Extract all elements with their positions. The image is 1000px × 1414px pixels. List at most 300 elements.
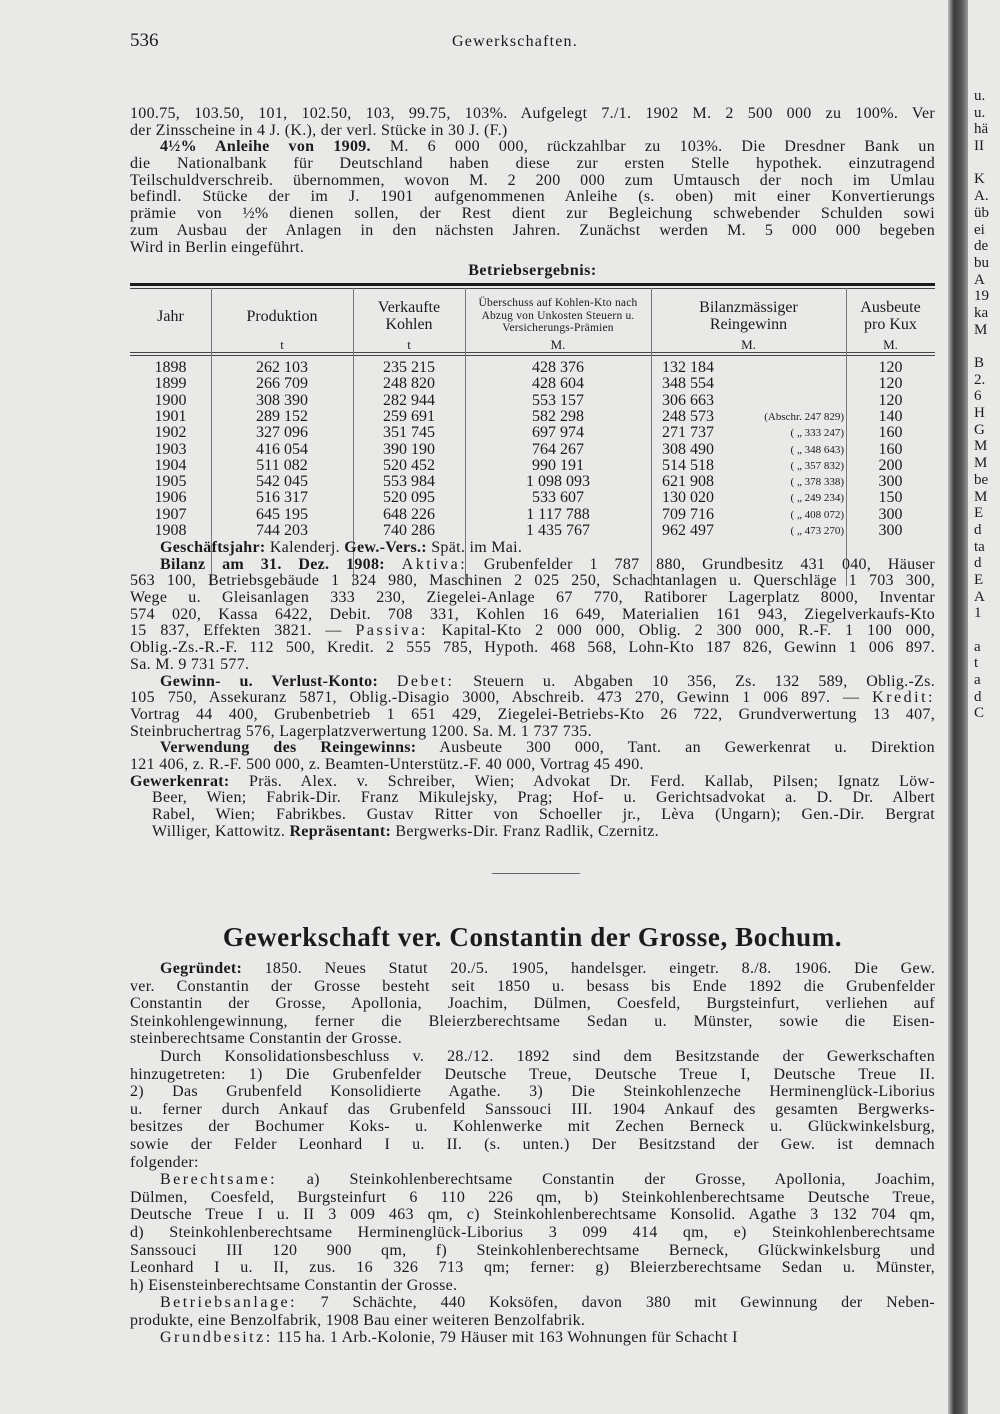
- cell-ausbeute: 200: [878, 456, 903, 474]
- text-run: Williger, Kattowitz.: [152, 822, 290, 840]
- cell-verkauft: 390 190: [383, 440, 435, 458]
- text-run: M. 6 000 000, rückzahlbar zu 103%. Die Dresdner Bank un: [370, 138, 935, 156]
- text-line: [130, 724, 935, 741]
- text-line: [130, 707, 935, 724]
- cell-jahr: 1906: [154, 489, 187, 507]
- cell-ueberschuss: 428 604: [532, 375, 584, 393]
- text-run: 2) Das Grubenfeld Konsolidierte Agathe. 3) Die Steinkohlenzeche Herminenglück-Liborius: [130, 1083, 935, 1101]
- unit-verkaufte-kohlen: t: [407, 337, 411, 352]
- cell-note: ( „ 348 643): [790, 443, 844, 456]
- page-gutter: [948, 0, 968, 1414]
- text-run: 563 100, Betriebsgebäude 1 324 980, Maschinen 2 025 250, Schachtanlagen u. Querschläge 1 703 300,: [130, 572, 935, 590]
- text-line: [130, 1048, 935, 1066]
- fragment-text: d: [974, 521, 982, 538]
- company-section: [130, 960, 935, 1347]
- cell-ueberschuss: 553 157: [532, 391, 584, 409]
- text-run: Oblig.-Zs.-R.-F. 112 500, Kredit. 2 555 785, Hypoth. 468 568, Lohn-Kto 187 826, Gewinn 1 006 897.: [130, 639, 935, 657]
- text-run: 1850. Neues Statut 20./5. 1905, handelsger. eingetr. 8./8. 1906. Die Gew.: [242, 960, 935, 977]
- cell-ausbeute: 300: [878, 473, 903, 491]
- fragment-text: H: [974, 405, 985, 422]
- cell-reingewinn: 621 908: [662, 473, 714, 491]
- text-run: h) Eisensteinberechtsame Constantin der Grosse.: [130, 1276, 458, 1294]
- fragment-text: E: [974, 571, 984, 588]
- section-divider: [492, 873, 580, 874]
- cell-note: ( „ 378 338): [790, 476, 844, 489]
- fragment-text: hä: [974, 121, 989, 138]
- cell-verkauft: 520 452: [383, 456, 435, 474]
- text-run: 15 837, Effekten 3821. —: [130, 622, 356, 640]
- cell-verkauft: 553 984: [383, 473, 435, 491]
- text-line: [130, 640, 935, 657]
- spaced-label: Grundbesitz:: [160, 1329, 273, 1347]
- unit-produktion: t: [280, 337, 284, 352]
- cell-jahr: 1904: [154, 456, 187, 474]
- text-line-content: [160, 1329, 738, 1347]
- text-run: Spät. im Mai.: [426, 539, 523, 556]
- table-row: [0, 360, 1000, 376]
- text-line-content: [130, 1312, 585, 1330]
- fragment-text: de: [974, 238, 989, 255]
- cell-jahr: 1901: [154, 407, 187, 425]
- column-header-jahr: Jahr: [157, 307, 184, 325]
- cell-ausbeute: 160: [878, 440, 903, 458]
- text-run: Kalenderj.: [265, 539, 345, 556]
- text-line: [130, 1242, 935, 1260]
- table-row: [0, 393, 1000, 409]
- fragment-text: a: [974, 638, 981, 655]
- bond-section: [130, 106, 935, 256]
- text-run: Vortrag 44 400, Grubenbetrieb 1 651 429, Ziegelei-Betriebs-Kto 26 722, Grundverwertung 13 407,: [130, 705, 935, 723]
- text-line: [130, 1294, 935, 1312]
- text-line: [130, 774, 935, 791]
- cell-jahr: 1905: [154, 473, 187, 491]
- text-line-content: [130, 607, 935, 624]
- fragment-text: E: [974, 505, 984, 522]
- cell-produktion: 645 195: [256, 505, 308, 523]
- cell-ueberschuss: 1 098 093: [526, 473, 590, 491]
- table-row: [0, 490, 1000, 506]
- cell-ueberschuss: 533 607: [532, 489, 584, 507]
- text-line: [130, 1101, 935, 1119]
- cell-verkauft: 259 691: [383, 407, 435, 425]
- table-row: [0, 523, 1000, 539]
- cell-note: ( „ 333 247): [790, 427, 844, 440]
- text-line: [130, 1259, 935, 1277]
- cell-reingewinn: 130 020: [662, 489, 714, 507]
- fragment-text: G: [974, 421, 985, 438]
- text-run: Deutsche Treue I u. II 3 009 463 qm, c) Steinkohlenberechtsame Konsolid. Agathe 3 132 704 qm,: [130, 1206, 935, 1224]
- cell-ueberschuss: 990 191: [532, 456, 584, 474]
- text-line-content: [130, 123, 508, 140]
- text-line-content: [130, 156, 935, 173]
- bold-label: Repräsentant:: [289, 822, 392, 840]
- text-run: [378, 673, 397, 690]
- text-run: Steinkohlengewinnung, ferner die Bleierzberechtsame Sedan u. Münster, sowie die Eisen-: [130, 1012, 935, 1030]
- text-run: Sanssouci III 120 900 qm, f) Steinkohlenberechtsame Berneck, Glückwinkelsburg und: [130, 1241, 935, 1259]
- text-line-content: [152, 807, 935, 824]
- text-line: [130, 807, 935, 824]
- text-line: [130, 1066, 935, 1084]
- text-run: Leonhard I u. II, zus. 16 326 713 qm; ferner: g) Bleierzberechtsame Sedan u. Münster,: [130, 1259, 935, 1277]
- text-line: [130, 223, 935, 240]
- company-title: Gewerkschaft ver. Constantin der Grosse, Bochum.: [222, 922, 843, 952]
- text-line: [130, 206, 935, 223]
- text-line-content: [160, 557, 935, 574]
- cell-verkauft: 648 226: [383, 505, 435, 523]
- text-run: Steuern u. Abgaben 10 356, Zs. 132 589, Oblig.-Zs.: [454, 672, 936, 690]
- fragment-text: M: [974, 488, 988, 505]
- text-run: Teilschuldverschreib. übernommen, wovon M. 2 200 000 zum Umtausch der noch im Umlau: [130, 171, 935, 189]
- text-line-content: [130, 640, 935, 657]
- cell-ausbeute: 120: [878, 359, 903, 376]
- fragment-text: ta: [974, 538, 985, 555]
- cell-jahr: 1907: [154, 505, 187, 523]
- text-line-content: [130, 173, 935, 190]
- cell-verkauft: 740 286: [383, 522, 435, 539]
- cell-reingewinn: 306 663: [662, 391, 714, 409]
- text-line: [130, 240, 935, 257]
- fragment-text: C: [974, 705, 985, 722]
- cell-ausbeute: 300: [878, 505, 903, 523]
- cell-reingewinn: 962 497: [662, 522, 714, 539]
- fragment-text: [974, 622, 989, 639]
- column-header-produktion: Produktion: [246, 307, 318, 325]
- text-line-content: [130, 690, 935, 707]
- fragment-text: A.: [974, 188, 989, 205]
- text-run: Dülmen, Coesfeld, Burgsteinfurt 6 110 226 qm, b) Steinkohlenberechtsame Deutsche Treue,: [130, 1188, 935, 1206]
- text-line: [130, 607, 935, 624]
- text-run: Rabel, Wien; Fabrikbes. Gustav Ritter von Schoeller jr., Lèva (Ungarn); Gen.-Dir. Bergrat: [152, 806, 935, 823]
- unit-reingewinn: M.: [741, 337, 756, 352]
- table-row: [0, 471, 1000, 491]
- table-header-rule-2: [130, 355, 935, 356]
- text-line-content: [130, 657, 249, 674]
- table-row: [0, 458, 1000, 474]
- text-line-content: [130, 623, 935, 640]
- text-line: [130, 1277, 935, 1295]
- text-run: 105 750, Assekuranz 5871, Oblig.-Disagio 3000, Abschreib. 473 270, Gewinn 1 006 897. —: [130, 689, 873, 707]
- text-run: Bergwerks-Dir. Franz Radlik, Czernitz.: [391, 822, 659, 840]
- text-run: besitzes der Bochumer Koks- u. Kohlenwerke mit Zechen Berneck u. Glückwinkelsburg,: [130, 1118, 935, 1136]
- cell-ausbeute: 160: [878, 424, 903, 442]
- column-header-reingewinn: Bilanzmässiger Reingewinn: [699, 299, 798, 333]
- cell-produktion: 289 152: [256, 407, 308, 425]
- fragment-text: ka: [974, 304, 989, 321]
- text-run: a) Steinkohlenberechtsame Constantin der Grosse, Apollonia, Joachim,: [277, 1171, 935, 1189]
- text-run: 121 406, z. R.-F. 500 000, z. Beamten-Unterstütz.-F. 40 000, Vortrag 45 490.: [130, 755, 644, 773]
- fragment-text: B: [974, 355, 985, 371]
- text-line-content: [130, 189, 935, 206]
- cell-verkauft: 235 215: [383, 359, 435, 376]
- unit-ausbeute: M.: [883, 337, 898, 352]
- text-line-content: [130, 206, 935, 223]
- cell-jahr: 1900: [154, 391, 187, 409]
- text-line: [130, 1118, 935, 1136]
- cell-jahr: 1902: [154, 424, 187, 442]
- text-run: folgender:: [130, 1153, 199, 1171]
- text-line: [130, 960, 935, 978]
- text-run: 100.75, 103.50, 101, 102.50, 103, 99.75, 103%. Aufgelegt 7./1. 1902 M. 2 500 000 zu 100%. Ver: [130, 105, 935, 122]
- table-title: Betriebsergebnis:: [468, 262, 597, 279]
- text-line: [130, 106, 935, 123]
- text-line-content: [130, 1206, 935, 1224]
- text-line-content: [160, 1171, 935, 1189]
- cell-ueberschuss: 1 117 788: [526, 505, 590, 523]
- text-run: ver. Constantin der Grosse besteht seit 1850 u. besass bis Ende 1892 die Grubenfelder: [130, 977, 935, 995]
- text-run: 574 020, Kassa 6422, Debit. 708 331, Kohlen 16 649, Materialien 161 943, Ziegelverkaufs-Kto: [130, 605, 935, 623]
- table-row: [0, 425, 1000, 441]
- text-line: [130, 740, 935, 757]
- spaced-label: Aktiva:: [401, 555, 468, 573]
- cell-reingewinn: 132 184: [662, 359, 714, 376]
- cell-jahr: 1908: [154, 522, 187, 539]
- cell-produktion: 262 103: [256, 359, 308, 376]
- cell-note: (Abschr. 247 829): [764, 410, 844, 423]
- column-header-ueberschuss: Überschuss auf Kohlen-Kto nach Abzug von Unkosten Steuern u. Versicherungs-Prämien: [478, 297, 638, 335]
- cell-produktion: 511 082: [256, 456, 308, 474]
- text-line-content: [130, 995, 935, 1013]
- text-line-content: [130, 1013, 935, 1031]
- text-line-content: [160, 740, 935, 757]
- cell-ueberschuss: 428 376: [532, 359, 584, 376]
- text-run: 115 ha. 1 Arb.-Kolonie, 79 Häuser mit 163 Wohnungen für Schacht I: [272, 1329, 738, 1347]
- text-line-content: [130, 223, 935, 240]
- fragment-text: u.: [974, 104, 986, 121]
- cell-verkauft: 351 745: [383, 424, 435, 442]
- text-line: [130, 540, 935, 557]
- table-row: [0, 442, 1000, 458]
- cell-ueberschuss: 582 298: [532, 407, 584, 425]
- text-line-content: [130, 1242, 935, 1260]
- text-run: zum Ausbau der Anlagen in den nächsten Jahren. Zunächst werden M. 5 000 000 begeben: [130, 221, 935, 239]
- spaced-label: Berechtsame:: [160, 1171, 278, 1189]
- fragment-text: [974, 338, 989, 355]
- business-section: [130, 540, 935, 840]
- text-line-content: [130, 1154, 199, 1172]
- text-line-content: [130, 774, 935, 791]
- cell-reingewinn: 709 716: [662, 505, 714, 523]
- unit-ueberschuss: M.: [550, 337, 566, 352]
- text-line-content: [130, 978, 935, 996]
- fragment-text: u.: [974, 88, 986, 104]
- spaced-label: Betriebsanlage:: [160, 1294, 298, 1312]
- text-run: 7 Schächte, 440 Koksöfen, davon 380 mit Gewinnung der Neben-: [297, 1294, 935, 1312]
- text-line: [130, 1206, 935, 1224]
- bold-label: Bilanz am 31. Dez. 1908:: [160, 555, 385, 573]
- text-line: [130, 757, 935, 774]
- cell-note: ( „ 249 234): [790, 492, 844, 505]
- cell-jahr: 1903: [154, 440, 187, 458]
- fragment-text: M: [974, 438, 988, 455]
- page-number: 536: [130, 30, 159, 51]
- text-line: [130, 590, 935, 607]
- cell-ausbeute: 120: [878, 375, 903, 393]
- adjacent-page-fragments: [974, 88, 989, 722]
- bold-label: Geschäftsjahr:: [160, 539, 266, 556]
- text-run: Grubenfelder 1 787 880, Grundbesitz 431 040, Häuser: [467, 555, 935, 573]
- table-row: [0, 409, 1000, 425]
- table-top-rule: [130, 283, 935, 286]
- text-line: [130, 189, 935, 206]
- text-line-content: [130, 1101, 935, 1119]
- text-run: [385, 556, 402, 573]
- bold-label: 4½% Anleihe von 1909.: [160, 138, 371, 156]
- text-line: [130, 657, 935, 674]
- text-line: [130, 156, 935, 173]
- cell-jahr: 1899: [154, 375, 187, 393]
- cell-reingewinn: 348 554: [662, 375, 714, 393]
- text-line: [130, 978, 935, 996]
- spaced-label: Passiva:: [355, 622, 428, 640]
- text-line-content: [152, 790, 935, 807]
- text-line-content: [130, 707, 935, 724]
- text-line: [130, 623, 935, 640]
- text-run: Kapital-Kto 2 000 000, Oblig. 2 300 000, R.-F. 1 100 000,: [427, 622, 936, 640]
- table-row: [0, 376, 1000, 392]
- bold-label: Gew.-Vers.:: [344, 539, 427, 556]
- fragment-text: 19: [974, 288, 989, 305]
- cell-verkauft: 282 944: [383, 391, 435, 409]
- text-line-content: [130, 1066, 935, 1084]
- text-line-content: [130, 240, 304, 257]
- text-line-content: [130, 573, 935, 590]
- cell-ausbeute: 140: [878, 407, 903, 425]
- text-line-content: [130, 590, 935, 607]
- fragment-text: A: [974, 588, 985, 605]
- bold-label: Gewinn- u. Verlust-Konto:: [160, 672, 379, 690]
- cell-ausbeute: 150: [878, 489, 903, 507]
- text-run: Ausbeute 300 000, Tant. an Gewerkenrat u. Direktion: [416, 739, 935, 757]
- text-line-content: [130, 1083, 935, 1101]
- cell-note: ( „ 408 072): [790, 508, 844, 521]
- text-run: sowie der Felder Leonhard I u. II. (s. unten.) Der Besitzstand der Gew. ist demnach: [130, 1135, 935, 1153]
- fragment-text: be: [974, 471, 989, 488]
- cell-reingewinn: 308 490: [662, 440, 714, 458]
- cell-ueberschuss: 697 974: [532, 424, 584, 442]
- cell-produktion: 327 096: [256, 424, 308, 442]
- text-run: der Zinsscheine in 4 J. (K.), der verl. Stücke in 30 J. (F.): [130, 121, 508, 139]
- fragment-text: K: [974, 171, 985, 188]
- fragment-text: M: [974, 321, 988, 338]
- text-line-content: [160, 674, 935, 691]
- fragment-text: a: [974, 672, 981, 689]
- text-line: [130, 1329, 935, 1347]
- text-line-content: [130, 1136, 935, 1154]
- fragment-text: üb: [974, 204, 989, 221]
- text-run: Constantin der Grosse, Apollonia, Joachim, Dülmen, Coesfeld, Burgsteinfurt, verliehen auf: [130, 995, 935, 1013]
- text-line: [130, 1154, 935, 1172]
- cell-note: ( „ 357 832): [790, 459, 844, 472]
- column-header-ausbeute: Ausbeute pro Kux: [860, 299, 921, 333]
- text-line: [130, 1171, 935, 1189]
- spaced-label: Kredit:: [872, 689, 935, 707]
- text-line: [130, 1030, 935, 1048]
- text-line: [130, 824, 935, 841]
- text-line-content: [152, 824, 659, 841]
- cell-reingewinn: 248 573: [662, 407, 714, 425]
- cell-jahr: 1898: [154, 359, 187, 376]
- text-line-content: [130, 1277, 457, 1295]
- text-line-content: [160, 1294, 935, 1312]
- bold-label: Gewerkenrat:: [130, 772, 230, 790]
- text-line-content: [130, 1030, 402, 1048]
- cell-reingewinn: 271 737: [662, 424, 714, 442]
- text-run: prämie von ½% dienen sollen, der Rest dient zur Begleichung schwebender Schulden sowi: [130, 205, 935, 223]
- cell-produktion: 266 709: [256, 375, 308, 393]
- text-run: Steinbruchertrag 576, Lagerplatzverwertung 1200. Sa. M. 1 737 735.: [130, 722, 592, 740]
- table-row: [0, 507, 1000, 523]
- text-line: [130, 1013, 935, 1031]
- cell-produktion: 416 054: [256, 440, 308, 458]
- text-line-content: [130, 1224, 935, 1242]
- text-line-content: [130, 1189, 935, 1207]
- fragment-text: ei: [974, 221, 985, 238]
- fragment-text: 1: [974, 605, 982, 622]
- text-line: [130, 1312, 935, 1330]
- column-header-verkaufte-kohlen: Verkaufte Kohlen: [377, 299, 441, 333]
- cell-reingewinn: 514 518: [662, 456, 714, 474]
- cell-produktion: 516 317: [256, 489, 308, 507]
- fragment-text: [974, 155, 989, 172]
- fragment-text: d: [974, 688, 982, 705]
- text-run: Sa. M. 9 731 577.: [130, 655, 250, 673]
- text-run: Beer, Wien; Fabrik-Dir. Franz Mikulejsky, Prag; Hof- u. Gerichtsadvokat a. D. Dr. Albert: [152, 789, 935, 807]
- cell-ueberschuss: 1 435 767: [526, 522, 590, 539]
- text-run: Wird in Berlin eingeführt.: [130, 238, 305, 256]
- text-line: [130, 139, 935, 156]
- text-line: [130, 557, 935, 574]
- bold-label: Verwendung des Reingewinns:: [160, 739, 417, 757]
- text-line: [130, 690, 935, 707]
- cell-ausbeute: 300: [878, 522, 903, 539]
- fragment-text: M: [974, 455, 988, 472]
- cell-produktion: 542 045: [256, 473, 308, 491]
- text-line-content: [160, 960, 935, 978]
- cell-verkauft: 248 820: [383, 375, 435, 393]
- fragment-text: 2.: [974, 371, 986, 388]
- text-line-content: [160, 139, 935, 156]
- text-line-content: [130, 106, 935, 123]
- cell-ausbeute: 120: [878, 391, 903, 409]
- cell-produktion: 744 203: [256, 522, 308, 539]
- fragment-text: 6: [974, 388, 982, 405]
- text-run: Durch Konsolidationsbeschluss v. 28./12. 1892 sind dem Besitzstande der Gewerkschaften: [160, 1047, 935, 1065]
- text-line-content: [130, 757, 644, 774]
- spaced-label: Debet:: [396, 672, 455, 690]
- text-line: [130, 674, 935, 691]
- text-run: hinzugetreten: 1) Die Grubenfelder Deutsche Treue, Deutsche Treue I, Deutsche Treue II.: [130, 1065, 935, 1083]
- cell-ueberschuss: 764 267: [532, 440, 584, 458]
- fragment-text: bu: [974, 254, 989, 271]
- text-run: Wege u. Gleisanlagen 333 230, Ziegelei-Anlage 67 770, Ratiborer Lagerplatz 8000, Inventar: [130, 589, 935, 607]
- text-line-content: [130, 1259, 935, 1277]
- fragment-text: t: [974, 655, 979, 672]
- text-line: [130, 573, 935, 590]
- text-run: befindl. Stücke der im J. 1901 aufgenommenen Anleihe (s. oben) mit einer Konvertierungs: [130, 188, 935, 206]
- text-line-content: [160, 1048, 935, 1066]
- text-line: [130, 995, 935, 1013]
- cell-note: ( „ 473 270): [790, 525, 844, 537]
- text-run: u. ferner durch Ankauf das Grubenfeld Sanssouci III. 1904 Ankauf des gesamten Bergwerks-: [130, 1100, 935, 1118]
- text-run: d) Steinkohlenberechtsame Herminenglück-Liborius 3 099 414 qm, e) Steinkohlenberechtsame: [130, 1223, 935, 1241]
- text-line: [130, 123, 935, 140]
- text-line: [130, 1189, 935, 1207]
- text-line-content: [130, 724, 592, 741]
- fragment-text: A: [974, 271, 985, 288]
- text-line: [130, 173, 935, 190]
- text-line: [130, 1224, 935, 1242]
- running-title: Gewerkschaften.: [452, 33, 578, 50]
